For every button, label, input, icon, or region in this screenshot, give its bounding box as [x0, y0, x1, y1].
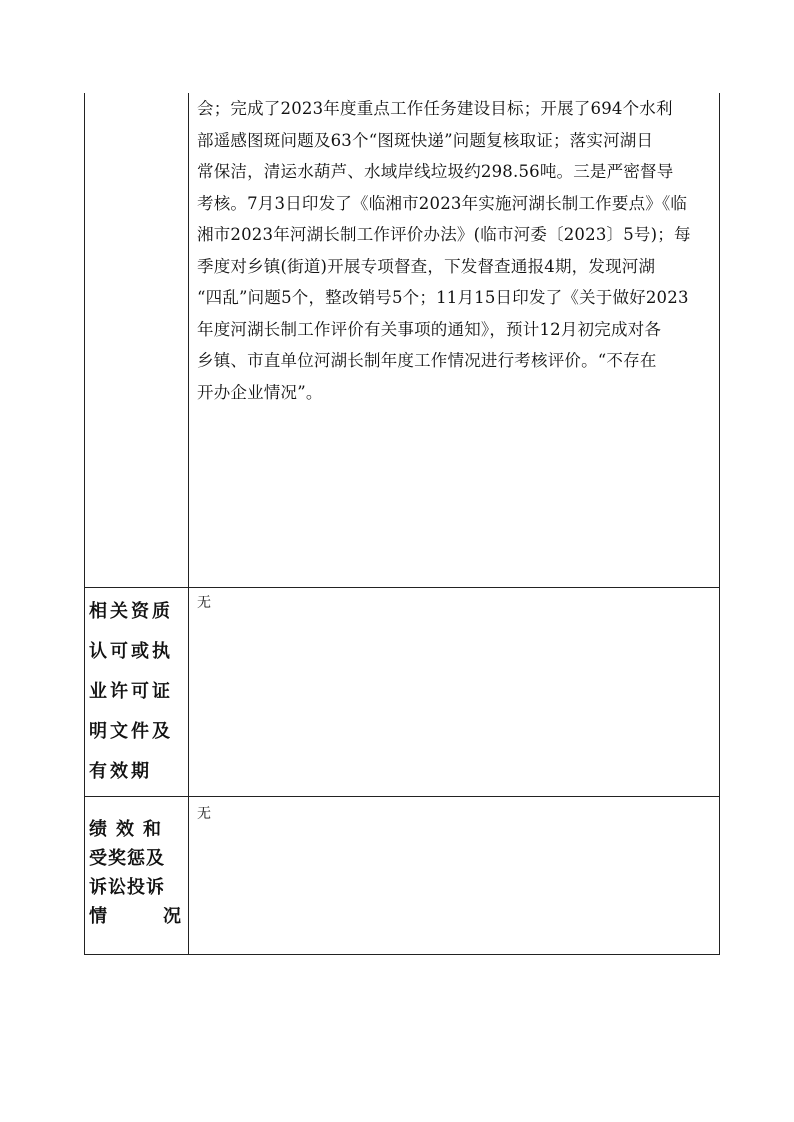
work-description-text: [197, 93, 715, 408]
qualification-row: [85, 588, 719, 796]
label-line: 明文件及: [89, 721, 173, 742]
label-char: 况: [163, 906, 181, 927]
work-description-row: [85, 93, 719, 587]
label-line: 受奖惩及: [89, 848, 165, 869]
performance-row: [85, 797, 719, 955]
label-line: 业许可证: [89, 681, 173, 702]
label-line: 诉讼投诉: [89, 877, 165, 898]
label-line: 绩效和: [89, 819, 170, 840]
text-line: 常保洁，清运水葫芦、水域岸线垃圾约298.56吨。三是严密督导: [197, 162, 674, 181]
qualification-value: 无: [197, 595, 211, 611]
performance-label: [89, 815, 183, 931]
performance-value: 无: [197, 806, 211, 822]
label-line: 相关资质: [89, 601, 173, 622]
label-line: 认可或执: [89, 641, 173, 662]
text-line: 部遥感图斑问题及63个“图斑快递”问题复核取证；落实河湖日: [197, 130, 654, 150]
text-line: 考核。7月3日印发了《临湘市2023年实施河湖长制工作要点》《临: [197, 193, 688, 213]
label-char: 情: [89, 906, 107, 927]
label-line: 有效期: [89, 761, 152, 782]
text-line: 年度河湖长制工作评价有关事项的通知》，预计12月初完成对各: [197, 319, 662, 339]
text-line: 开办企业情况”。: [197, 382, 323, 402]
text-line: 季度对乡镇(街道)开展专项督查，下发督查通报4期，发现河湖: [197, 256, 656, 276]
qualification-label: [89, 592, 183, 792]
info-table: [84, 93, 720, 955]
text-line: 会；完成了2023年度重点工作任务建设目标；开展了694个水利: [197, 99, 673, 118]
text-line: 湘市2023年河湖长制工作评价办法》(临市河委〔2023〕5号)；每: [197, 225, 691, 244]
text-line: “四乱”问题5个，整改销号5个；11月15日印发了《关于做好2023: [197, 288, 689, 307]
text-line: 乡镇、市直单位河湖长制年度工作情况进行考核评价。“不存在: [197, 351, 657, 370]
label-line: [89, 902, 181, 931]
